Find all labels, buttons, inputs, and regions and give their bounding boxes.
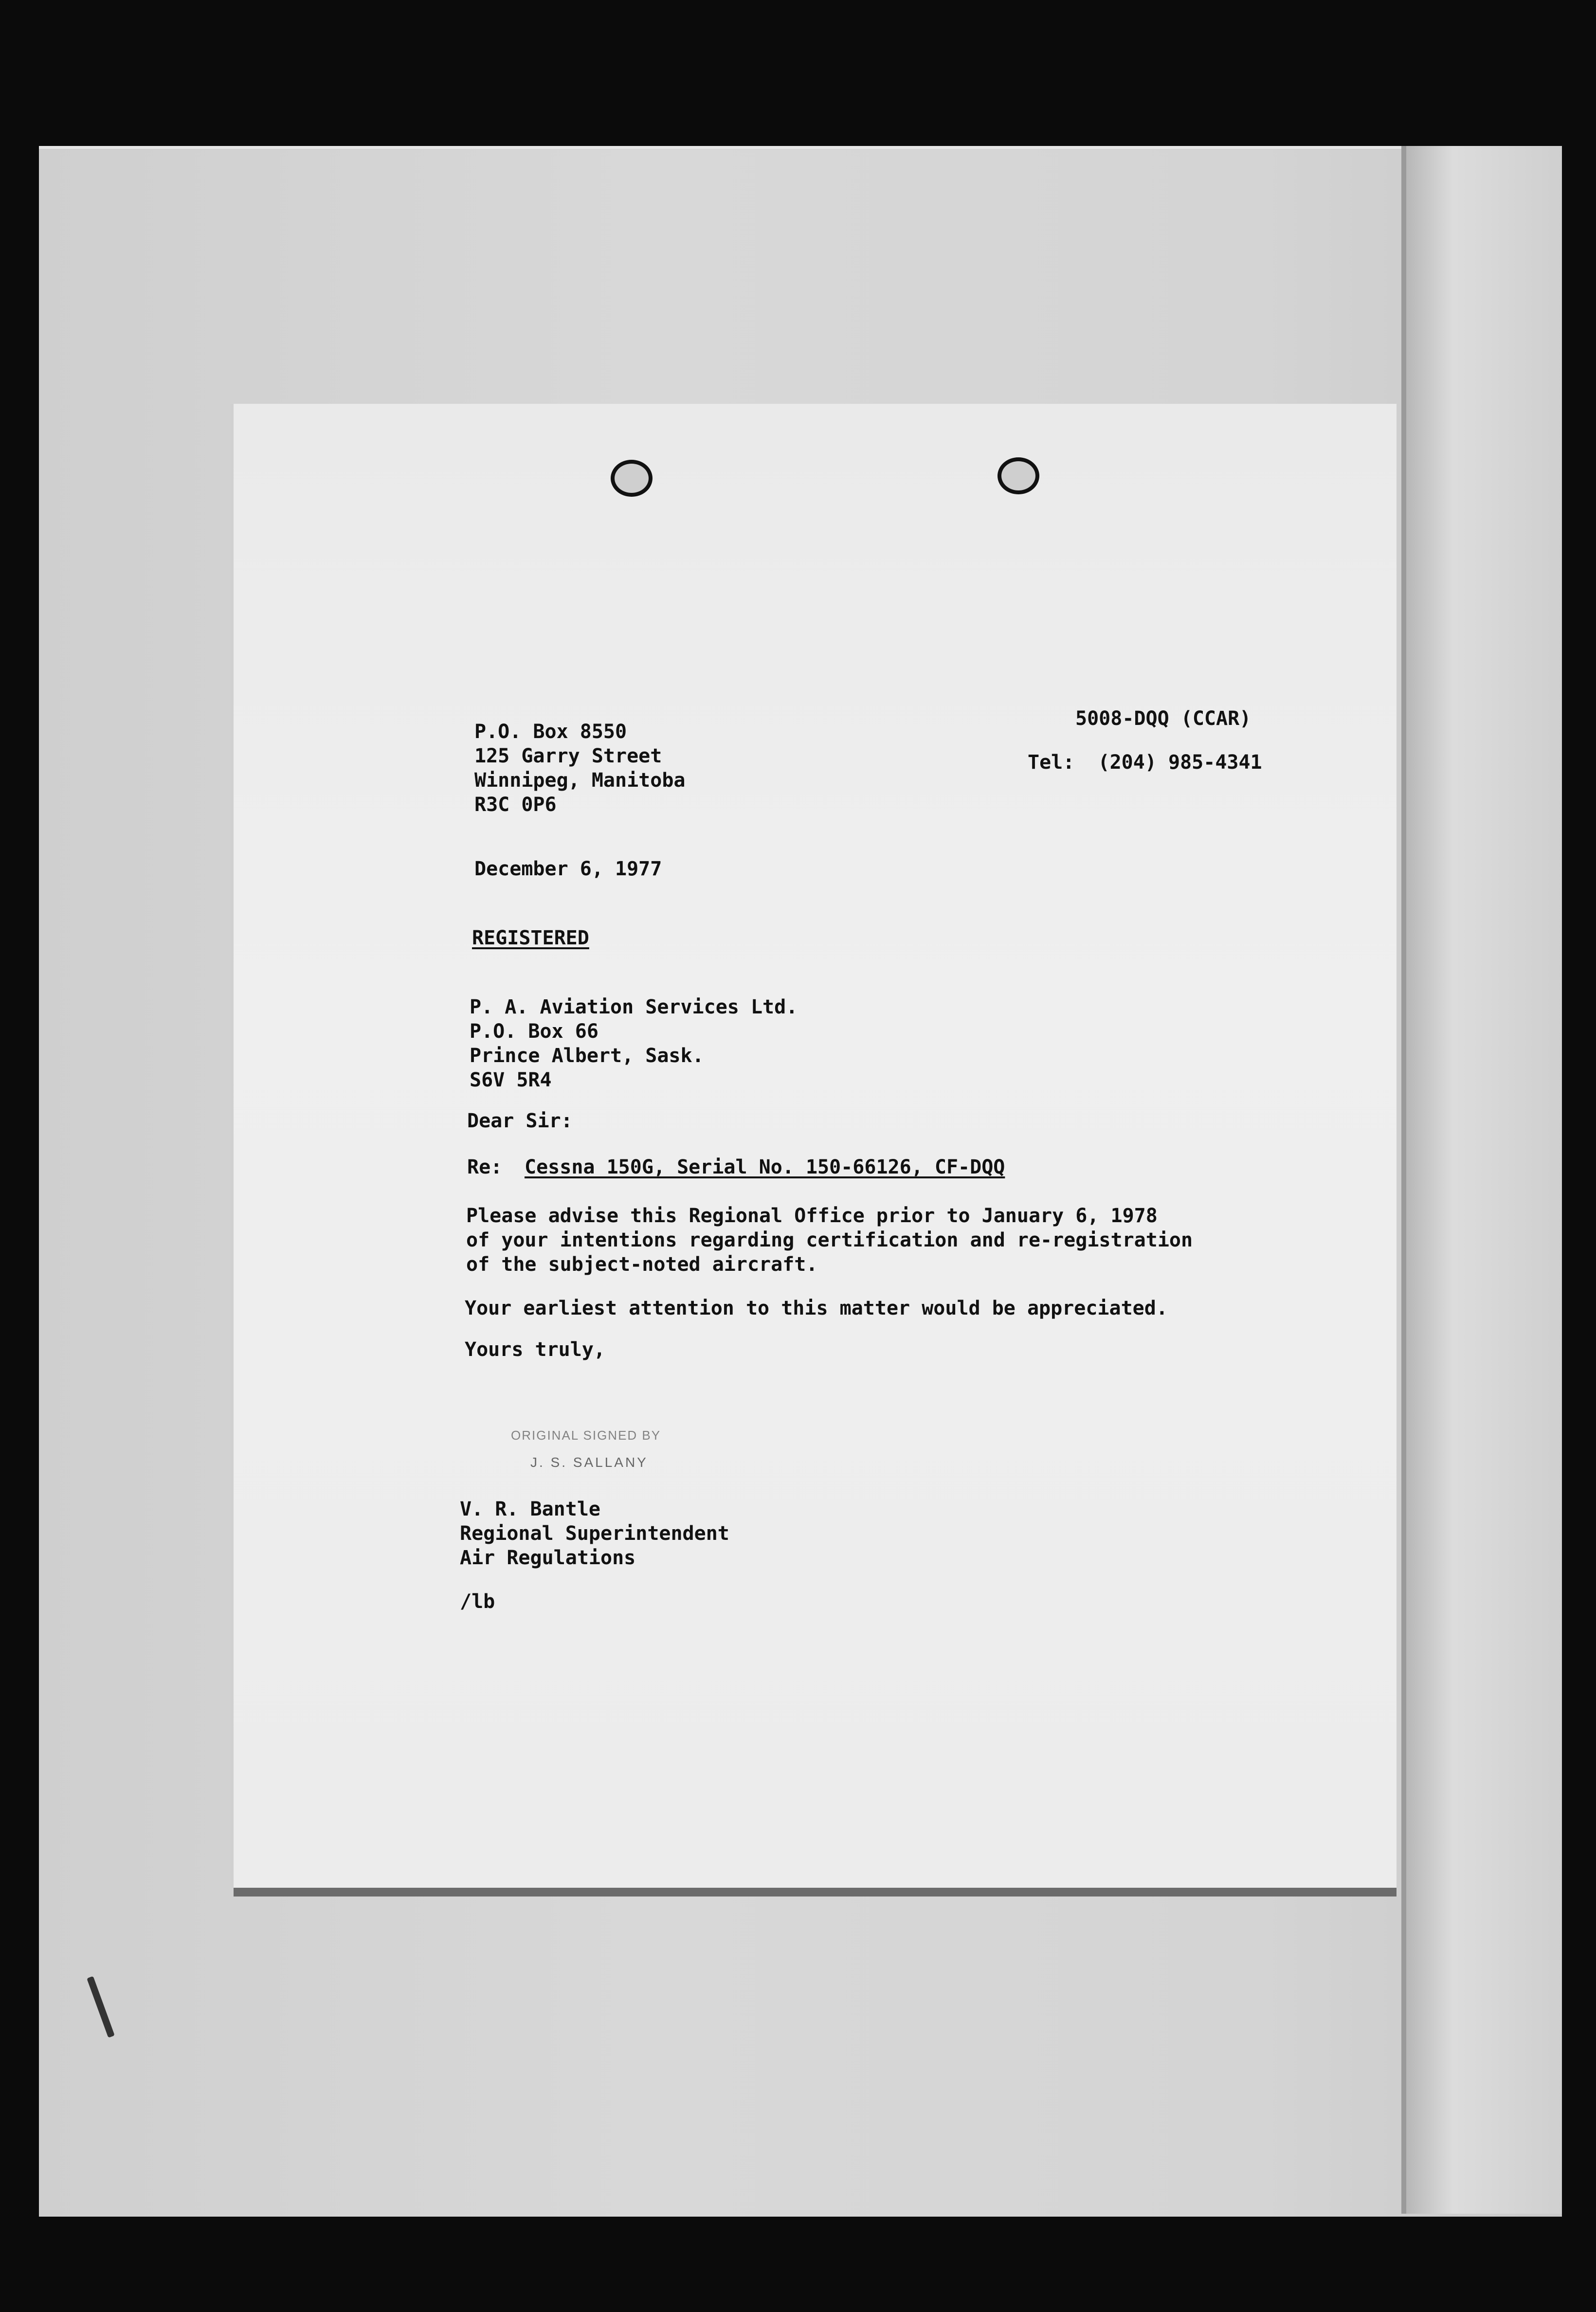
sender-address-line: 125 Garry Street bbox=[474, 745, 662, 767]
sender-address-line: Winnipeg, Manitoba bbox=[474, 769, 686, 792]
signatory-department: Air Regulations bbox=[460, 1547, 636, 1569]
folder-edge bbox=[1406, 146, 1562, 2214]
letter-date: December 6, 1977 bbox=[474, 858, 662, 880]
sender-address-line: R3C 0P6 bbox=[474, 794, 557, 816]
recipient-address-line: P.O. Box 66 bbox=[470, 1020, 598, 1043]
typist-initials: /lb bbox=[460, 1590, 495, 1613]
recipient-address-line: S6V 5R4 bbox=[470, 1069, 552, 1091]
salutation: Dear Sir: bbox=[467, 1110, 573, 1132]
re-subject: Cessna 150G, Serial No. 150-66126, CF-DQQ bbox=[525, 1156, 1005, 1178]
recipient-address-line: P. A. Aviation Services Ltd. bbox=[470, 996, 798, 1018]
punch-hole-left bbox=[611, 460, 653, 497]
telephone-number: Tel: (204) 985-4341 bbox=[1028, 751, 1262, 774]
registered-label: REGISTERED bbox=[472, 927, 589, 949]
sender-address-line: P.O. Box 8550 bbox=[474, 721, 627, 743]
folder-fold-line bbox=[1401, 146, 1406, 2214]
body-paragraph-2: Your earliest attention to this matter would be appreciated. bbox=[465, 1297, 1168, 1319]
punch-hole-right bbox=[998, 457, 1039, 494]
file-reference: 5008-DQQ (CCAR) bbox=[1075, 707, 1251, 730]
letter-page bbox=[234, 404, 1396, 1888]
closing: Yours truly, bbox=[465, 1338, 605, 1361]
signatory-title: Regional Superintendent bbox=[460, 1522, 729, 1545]
body-line: of the subject-noted aircraft. bbox=[466, 1253, 818, 1276]
signatory-name: V. R. Bantle bbox=[460, 1498, 600, 1520]
body-line: Please advise this Regional Office prior to January 6, 1978 bbox=[466, 1205, 1158, 1227]
signature-stamp-line: ORIGINAL SIGNED BY bbox=[511, 1428, 661, 1443]
re-label: Re: bbox=[467, 1156, 503, 1178]
signature-stamp-name: J. S. SALLANY bbox=[530, 1455, 648, 1470]
body-line: of your intentions regarding certification and re-registration bbox=[466, 1229, 1193, 1251]
recipient-address-line: Prince Albert, Sask. bbox=[470, 1045, 704, 1067]
